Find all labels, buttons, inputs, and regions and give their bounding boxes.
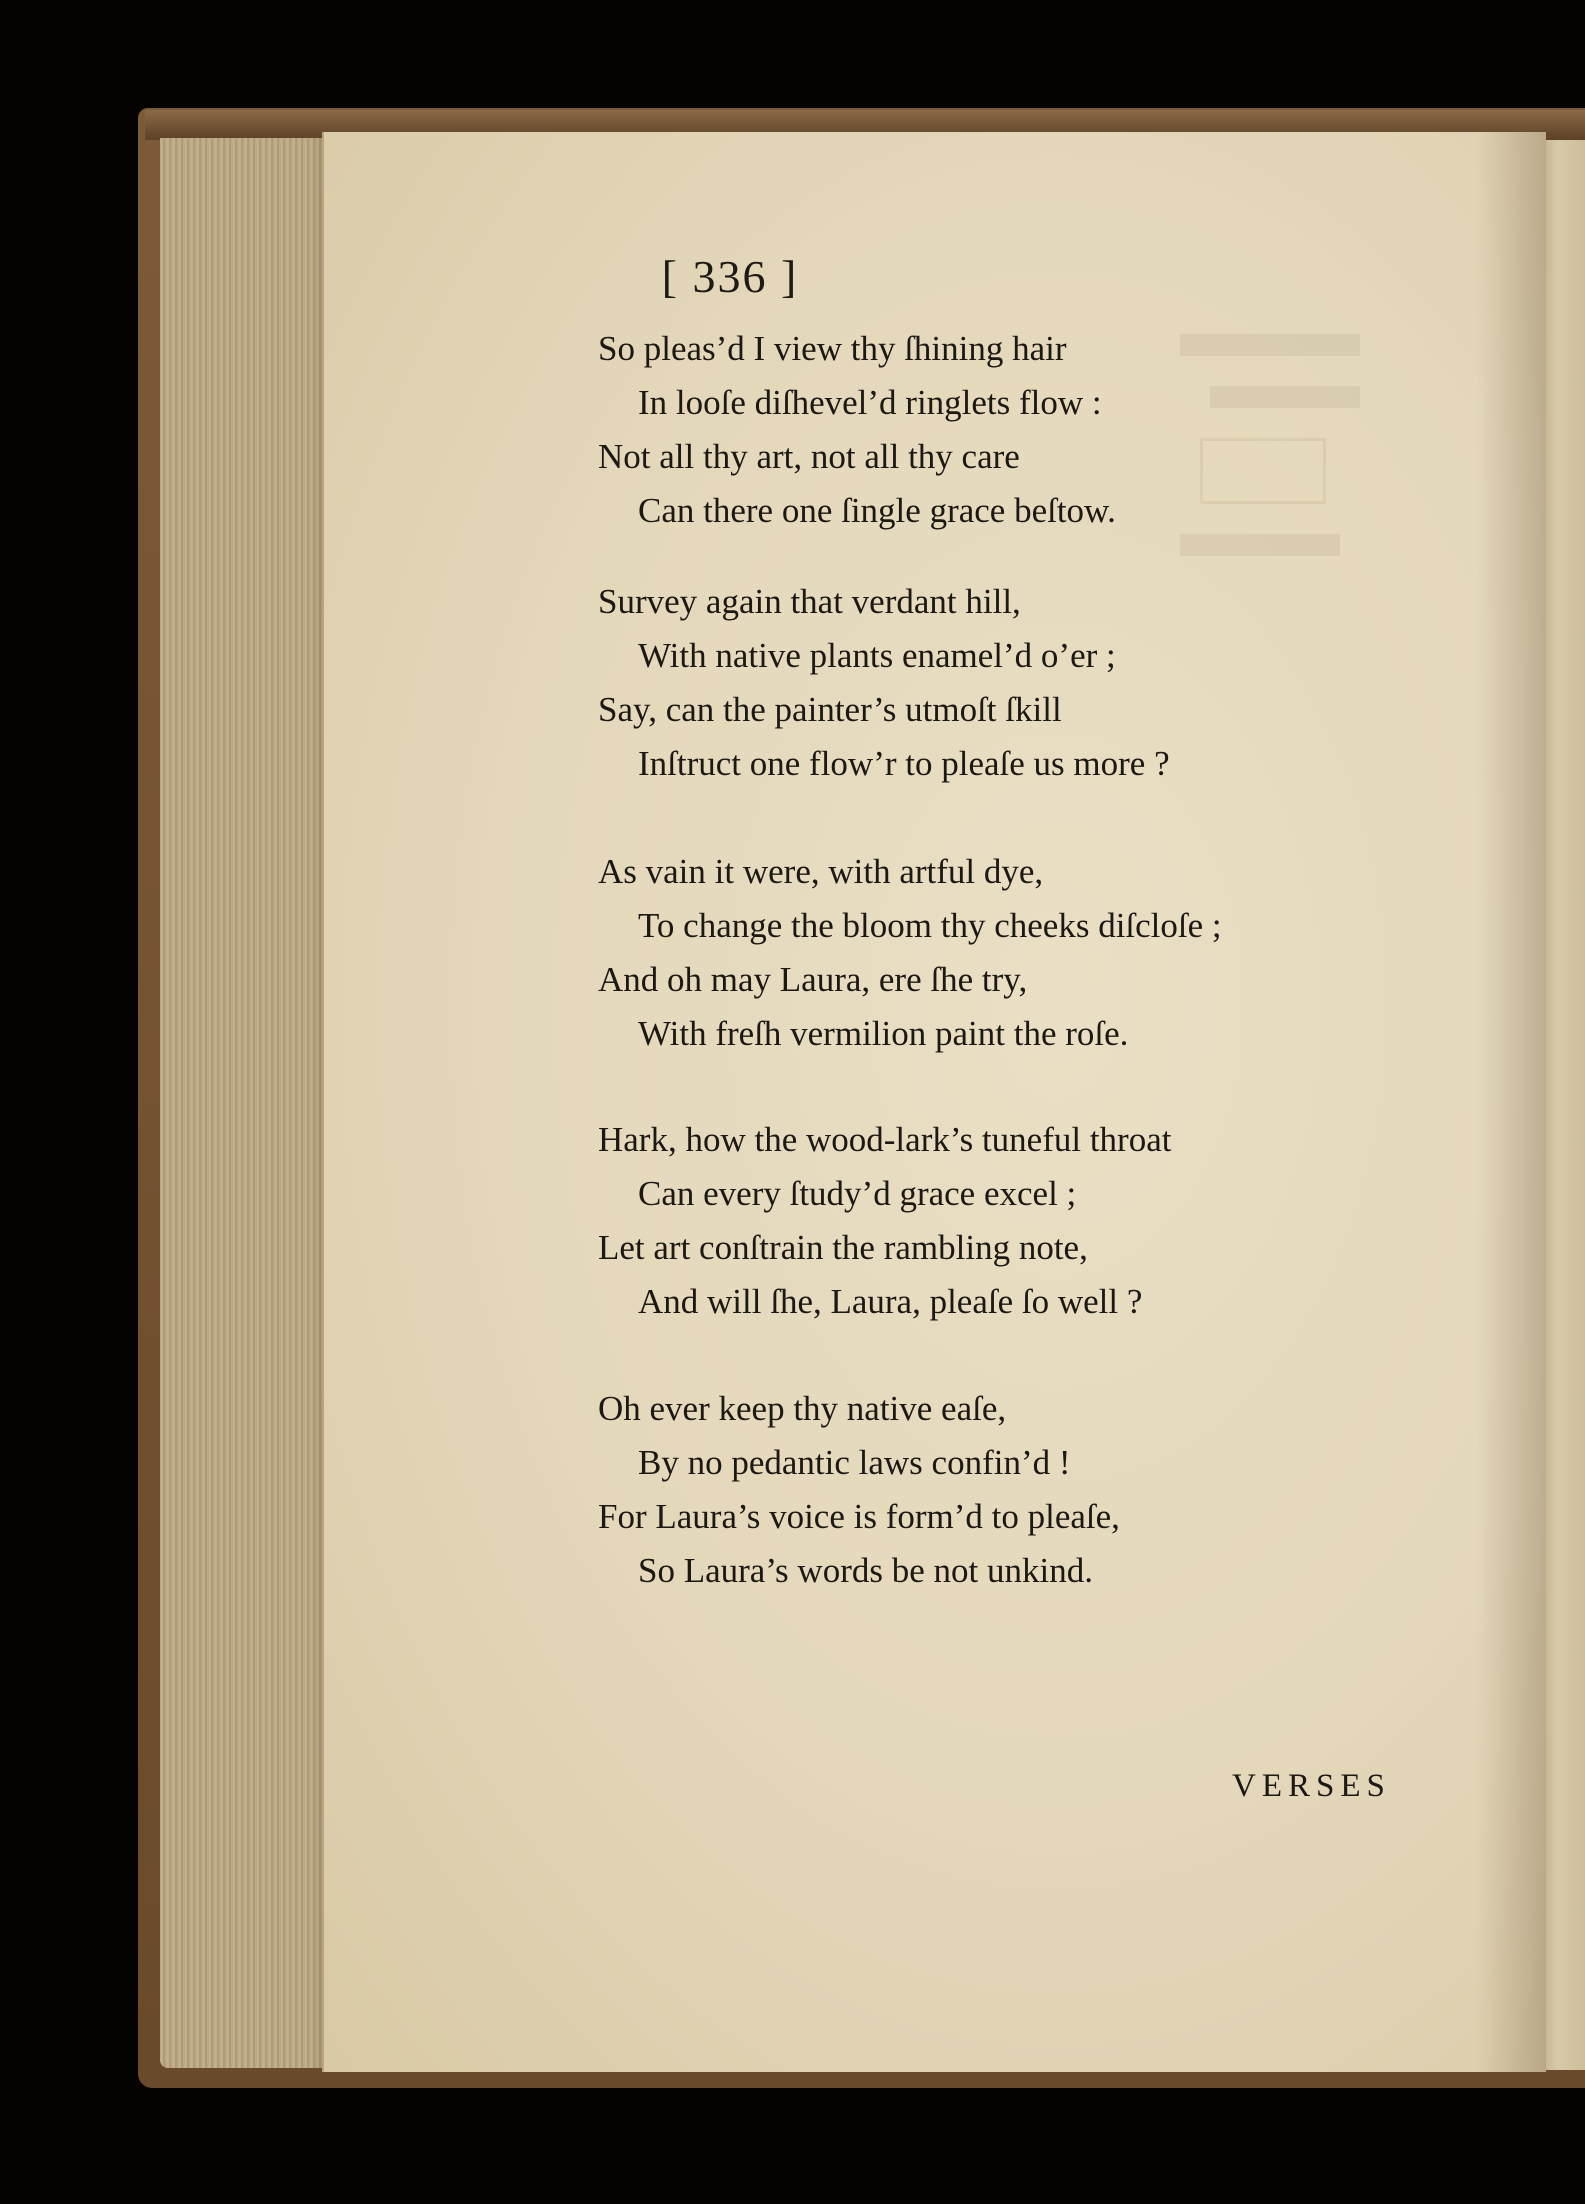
verse-line: Can there one ſingle grace beſtow. (638, 491, 1116, 530)
verse-line: Let art conſtrain the rambling note, (598, 1228, 1088, 1267)
stanza (598, 845, 1358, 1061)
verse-line: As vain it were, with artful dye, (598, 852, 1044, 891)
verse-line: And will ſhe, Laura, pleaſe ſo well ? (638, 1282, 1143, 1321)
verse-line: In looſe diſhevel’d ringlets flow : (638, 383, 1102, 422)
verse-line: With native plants enamel’d o’er ; (638, 636, 1116, 675)
verse-line: So pleas’d I view thy ſhining hair (598, 329, 1067, 368)
verse-line: Inſtruct one flow’r to pleaſe us more ? (638, 744, 1170, 783)
stanza (598, 575, 1358, 791)
stanza (598, 1382, 1358, 1598)
verse-line: Can every ſtudy’d grace excel ; (638, 1174, 1077, 1213)
verse-line: Oh ever keep thy native eaſe, (598, 1389, 1007, 1428)
page-number: [ 336 ] (661, 251, 799, 302)
verse-line: Say, can the painter’s utmoſt ſkill (598, 690, 1062, 729)
stanza (598, 322, 1358, 538)
verse-line: Survey again that verdant hill, (598, 582, 1021, 621)
catchword: VERSES (1232, 1768, 1391, 1804)
verse-line: To change the bloom thy cheeks diſcloſe ; (638, 906, 1222, 945)
verse-line: Hark, how the wood-lark’s tuneful throat (598, 1120, 1172, 1159)
verse-line: For Laura’s voice is form’d to pleaſe, (598, 1497, 1120, 1536)
gutter-shadow (1476, 132, 1546, 2072)
facing-page-edge (1540, 140, 1585, 2070)
verse-line: By no pedantic laws confin’d ! (638, 1443, 1071, 1482)
stanza (598, 1113, 1358, 1329)
verse-line: And oh may Laura, ere ſhe try, (598, 960, 1028, 999)
verse-line: Not all thy art, not all thy care (598, 437, 1020, 476)
verse-line: So Laura’s words be not unkind. (638, 1551, 1093, 1590)
verse-line: With freſh vermilion paint the roſe. (638, 1014, 1129, 1053)
